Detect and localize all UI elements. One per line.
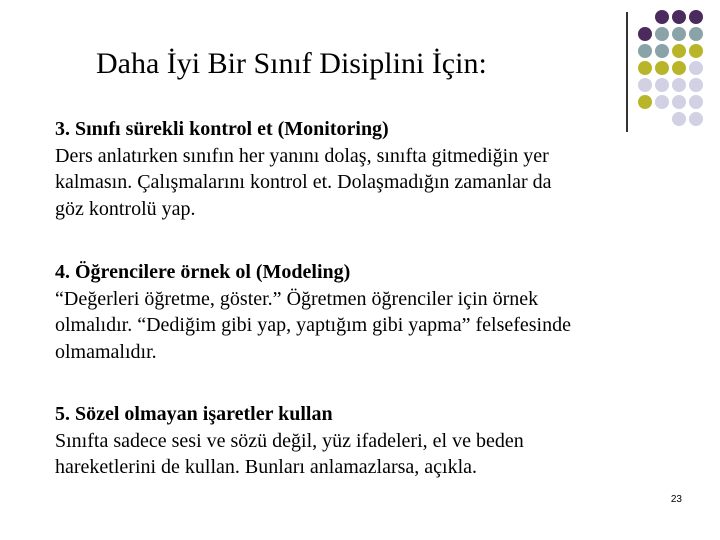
- decorative-dot: [655, 61, 669, 75]
- decorative-dot: [638, 78, 652, 92]
- page-number: 23: [670, 494, 682, 505]
- section-monitoring: [55, 116, 552, 222]
- slide-title: Daha İyi Bir Sınıf Disiplini İçin:: [96, 47, 487, 80]
- decorative-dot: [638, 27, 652, 41]
- decorative-dot: [672, 112, 686, 126]
- decorative-dot: [655, 78, 669, 92]
- decorative-dot: [638, 61, 652, 75]
- decorative-dot: [689, 112, 703, 126]
- decorative-dot: [689, 27, 703, 41]
- section-line: kalmasın. Çalışmalarını kontrol et. Dolaşmadığın zamanlar da: [55, 171, 552, 193]
- section-heading: 3. Sınıfı sürekli kontrol et (Monitoring): [55, 118, 389, 140]
- section-line: olmamalıdır.: [55, 340, 157, 363]
- decorative-dot: [672, 61, 686, 75]
- decorative-dot: [655, 95, 669, 109]
- decorative-dot: [672, 44, 686, 58]
- decorative-dot: [655, 44, 669, 58]
- section-line: “Değerleri öğretme, göster.” Öğretmen öğrenciler için örnek: [55, 287, 539, 310]
- decorative-dot: [672, 27, 686, 41]
- decorative-dot: [689, 95, 703, 109]
- section-line: göz kontrolü yap.: [55, 197, 196, 220]
- section-line: Sınıfta sadece sesi ve sözü değil, yüz ifadeleri, el ve beden: [55, 429, 524, 452]
- section-heading: 5. Sözel olmayan işaretler kullan: [55, 403, 333, 425]
- section-line: Ders anlatırken sınıfın her yanını dolaş, sınıfta gitmediğin yer: [55, 144, 549, 167]
- section-heading: 4. Öğrencilere örnek ol (Modeling): [55, 261, 351, 283]
- title-divider: [626, 12, 628, 132]
- decorative-dot: [655, 27, 669, 41]
- section-line: olmalıdır. “Dediğim gibi yap, yaptığım gibi yapma” felsefesinde: [55, 314, 571, 336]
- decorative-dot: [638, 95, 652, 109]
- decorative-dot: [672, 10, 686, 24]
- decorative-dot: [672, 78, 686, 92]
- section-nonverbal-cues: [55, 401, 524, 481]
- decorative-dot: [689, 78, 703, 92]
- decorative-dot: [672, 95, 686, 109]
- decorative-dot: [689, 61, 703, 75]
- decorative-dot-grid: [638, 10, 718, 130]
- section-line: hareketlerini de kullan. Bunları anlamazlarsa, açıkla.: [55, 456, 478, 478]
- decorative-dot: [638, 44, 652, 58]
- decorative-dot: [655, 10, 669, 24]
- section-modeling: [55, 259, 571, 365]
- decorative-dot: [689, 10, 703, 24]
- decorative-dot: [689, 44, 703, 58]
